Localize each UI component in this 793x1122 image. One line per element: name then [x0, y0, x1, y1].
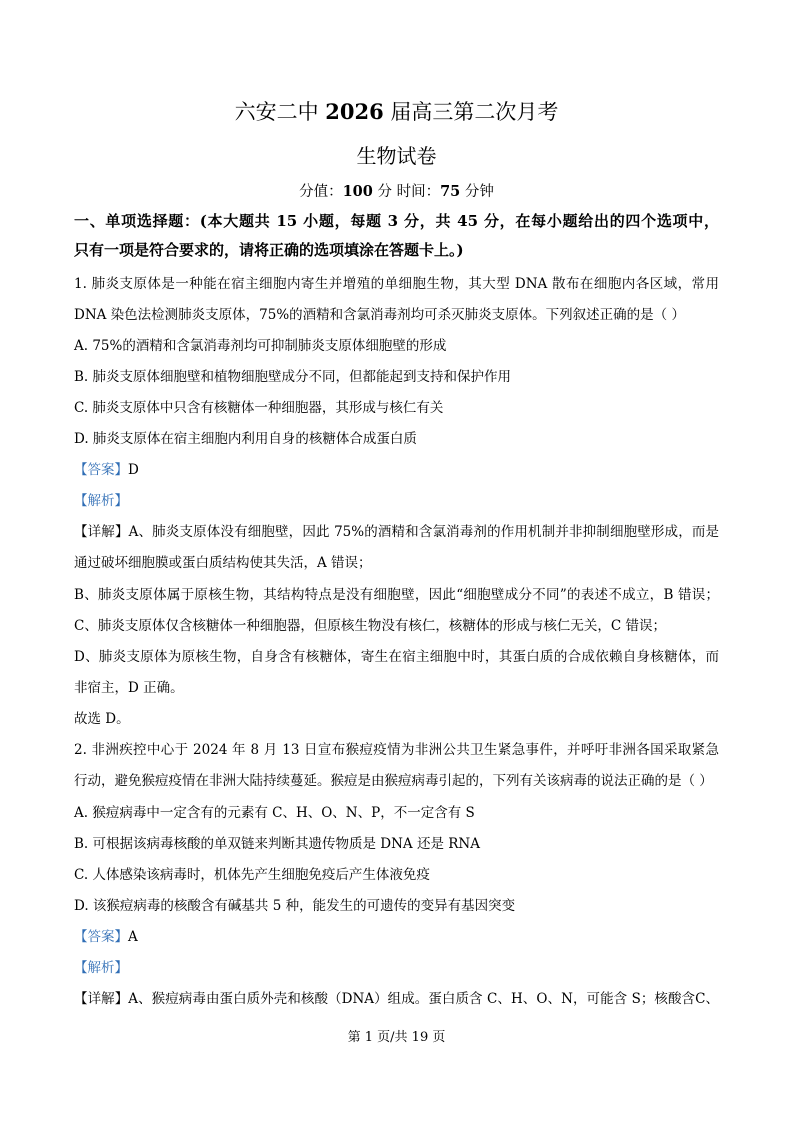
q1-detail-line3: B、肺炎支原体属于原核生物，其结构特点是没有细胞壁，因此“细胞壁成分不同”的表述不成立，B 错误； [74, 587, 719, 603]
answer-tag: 【答案】 [74, 462, 128, 478]
title-school: 六安二中 [234, 100, 326, 124]
q2-option-d: D. 该猴痘病毒的核酸含有碱基共 5 种，能发生的可遗传的变异有基因突变 [74, 898, 516, 914]
answer-tag: 【答案】 [74, 929, 128, 945]
q1-answer [74, 461, 139, 479]
title-year: 2026 [325, 99, 384, 124]
time-unit: 分钟 [460, 184, 494, 200]
q2-option-b: B. 可根据该病毒核酸的单双链来判断其遗传物质是 DNA 还是 RNA [74, 836, 480, 852]
q1-stem-line1: 1. 肺炎支原体是一种能在宿主细胞内寄生并增殖的单细胞生物，其大型 DNA 散布在细胞内各区域，常用 [74, 276, 719, 292]
q1-detail-line2: 通过破坏细胞膜或蛋白质结构使其失活，A 错误； [74, 555, 372, 571]
q1-option-c: C. 肺炎支原体中只含有核糖体一种细胞器，其形成与核仁有关 [74, 400, 444, 416]
q1-detail-line1 [74, 523, 719, 541]
q2-option-a: A. 猴痘病毒中一定含有的元素有 C、H、O、N、P，不一定含有 S [74, 805, 475, 821]
q1-option-d: D. 肺炎支原体在宿主细胞内利用自身的核糖体合成蛋白质 [74, 431, 417, 447]
q2-analysis-tag: 【解析】 [74, 960, 128, 976]
q1-detail-line6: 非宿主，D 正确。 [74, 680, 184, 696]
time-label: 分 时间： [372, 184, 441, 200]
exam-title [0, 96, 793, 126]
section-heading-line2: 只有一项是符合要求的，请将正确的选项填涂在答题卡上。) [74, 241, 464, 259]
detail-tag: 【详解】 [74, 524, 129, 540]
answer-value: D [128, 462, 139, 478]
detail-text: A、肺炎支原体没有细胞壁，因此 75%的酒精和含氯消毒剂的作用机制并非抑制细胞壁形成，而是 [128, 524, 720, 540]
q2-stem-line2: 行动，避免猴痘疫情在非洲大陆持续蔓延。猴痘是由猴痘病毒引起的，下列有关该病毒的说法正确的是（ ） [74, 773, 713, 789]
detail-text: A、猴痘病毒由蛋白质外壳和核酸（DNA）组成。蛋白质含 C、H、O、N，可能含 S；核酸含C、 [128, 991, 720, 1007]
section-heading-line1: 一、单项选择题：(本大题共 15 小题，每题 3 分，共 45 分，在每小题给出的四个选项中， [74, 212, 719, 230]
page-number: 第 1 页/共 19 页 [347, 1030, 446, 1045]
q1-conclusion: 故选 D。 [74, 711, 130, 727]
q1-analysis-tag: 【解析】 [74, 493, 128, 509]
q2-detail-line1 [74, 990, 719, 1008]
title-rest: 届高三第二次月考 [383, 100, 559, 124]
q1-option-a: A. 75%的酒精和含氯消毒剂均可抑制肺炎支原体细胞壁的形成 [74, 338, 447, 354]
score-label: 分值： [299, 184, 343, 200]
q1-stem-line2: DNA 染色法检测肺炎支原体，75%的酒精和含氯消毒剂均可杀灭肺炎支原体。下列叙述正确的是（ ） [74, 307, 685, 323]
q1-detail-line4: C、肺炎支原体仅含核糖体一种细胞器，但原核生物没有核仁，核糖体的形成与核仁无关，C 错误； [74, 618, 666, 634]
exam-subtitle: 生物试卷 [356, 144, 437, 168]
q2-answer [74, 928, 138, 946]
score-time-line [0, 180, 793, 201]
q2-option-c: C. 人体感染该病毒时，机体先产生细胞免疫后产生体液免疫 [74, 867, 430, 883]
answer-value: A [128, 929, 138, 945]
score-value: 100 [342, 183, 373, 200]
q1-option-b: B. 肺炎支原体细胞壁和植物细胞壁成分不同，但都能起到支持和保护作用 [74, 369, 512, 385]
detail-tag: 【详解】 [74, 991, 129, 1007]
time-value: 75 [440, 183, 461, 200]
q2-stem-line1: 2. 非洲疾控中心于 2024 年 8 月 13 日宣布猴痘疫情为非洲公共卫生紧急事件，并呼吁非洲各国采取紧急 [74, 742, 719, 758]
q1-detail-line5: D、肺炎支原体为原核生物，自身含有核糖体，寄生在宿主细胞中时，其蛋白质的合成依赖自身核糖体，而 [74, 649, 719, 665]
